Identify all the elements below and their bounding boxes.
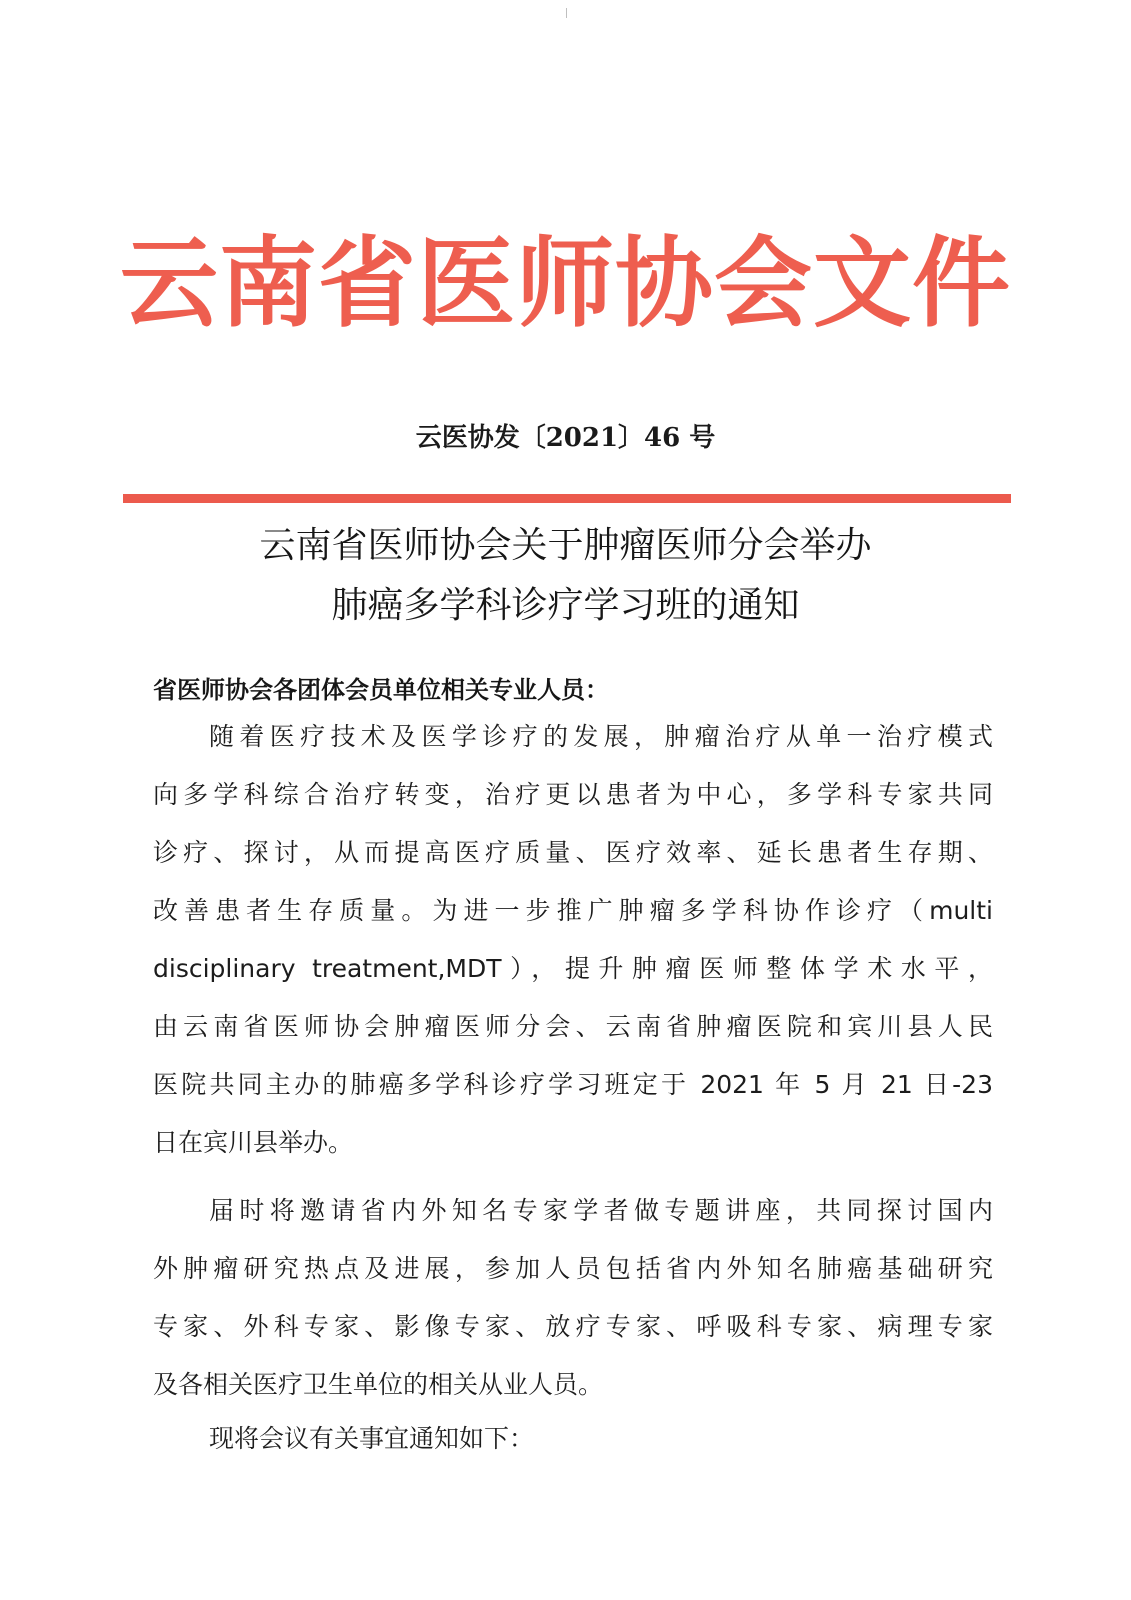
document-number: 云医协发〔2021〕46 号 bbox=[415, 423, 716, 453]
paragraph-line: 随着医疗技术及医学诊疗的发展，肿瘤治疗从单一治疗模式 bbox=[209, 722, 993, 751]
title-line-2: 肺癌多学科诊疗学习班的通知 bbox=[331, 585, 800, 626]
paragraph-line: 届时将邀请省内外知名专家学者做专题讲座，共同探讨国内 bbox=[209, 1196, 993, 1225]
paragraph-line: 及各相关医疗卫生单位的相关从业人员。 bbox=[153, 1370, 604, 1399]
paragraph-line: 诊疗、探讨，从而提高医疗质量、医疗效率、延长患者生存期、 bbox=[153, 838, 993, 867]
paragraph-line: 日在宾川县举办。 bbox=[153, 1128, 354, 1157]
paragraph-line: 由云南省医师协会肿瘤医师分会、云南省肿瘤医院和宾川县人民 bbox=[153, 1012, 993, 1041]
salutation: 省医师协会各团体会员单位相关专业人员： bbox=[153, 676, 609, 704]
title-line-1: 云南省医师协会关于肿瘤医师分会举办 bbox=[259, 525, 872, 566]
red-divider-rule bbox=[123, 494, 1011, 503]
paragraph-line: 向多学科综合治疗转变，治疗更以患者为中心，多学科专家共同 bbox=[153, 780, 993, 809]
paragraph-2 bbox=[153, 1182, 993, 1414]
masthead: 云南省医师协会文件 bbox=[119, 227, 1011, 341]
paragraph-line: disciplinary treatment,MDT），提升肿瘤医师整体学术水平， bbox=[153, 954, 993, 983]
paragraph-line: 专家、外科专家、影像专家、放疗专家、呼吸科专家、病理专家 bbox=[153, 1312, 993, 1341]
paragraph-3 bbox=[153, 1410, 993, 1468]
paragraph-1 bbox=[153, 708, 993, 1172]
paragraph-line: 医院共同主办的肺癌多学科诊疗学习班定于 2021 年 5 月 21 日-23 bbox=[153, 1070, 993, 1099]
scan-mark bbox=[566, 8, 567, 18]
paragraph-line: 外肿瘤研究热点及进展，参加人员包括省内外知名肺癌基础研究 bbox=[153, 1254, 993, 1283]
paragraph-line: 改善患者生存质量。为进一步推广肿瘤多学科协作诊疗（multi bbox=[153, 896, 993, 925]
paragraph-line: 现将会议有关事宜通知如下： bbox=[209, 1424, 535, 1453]
